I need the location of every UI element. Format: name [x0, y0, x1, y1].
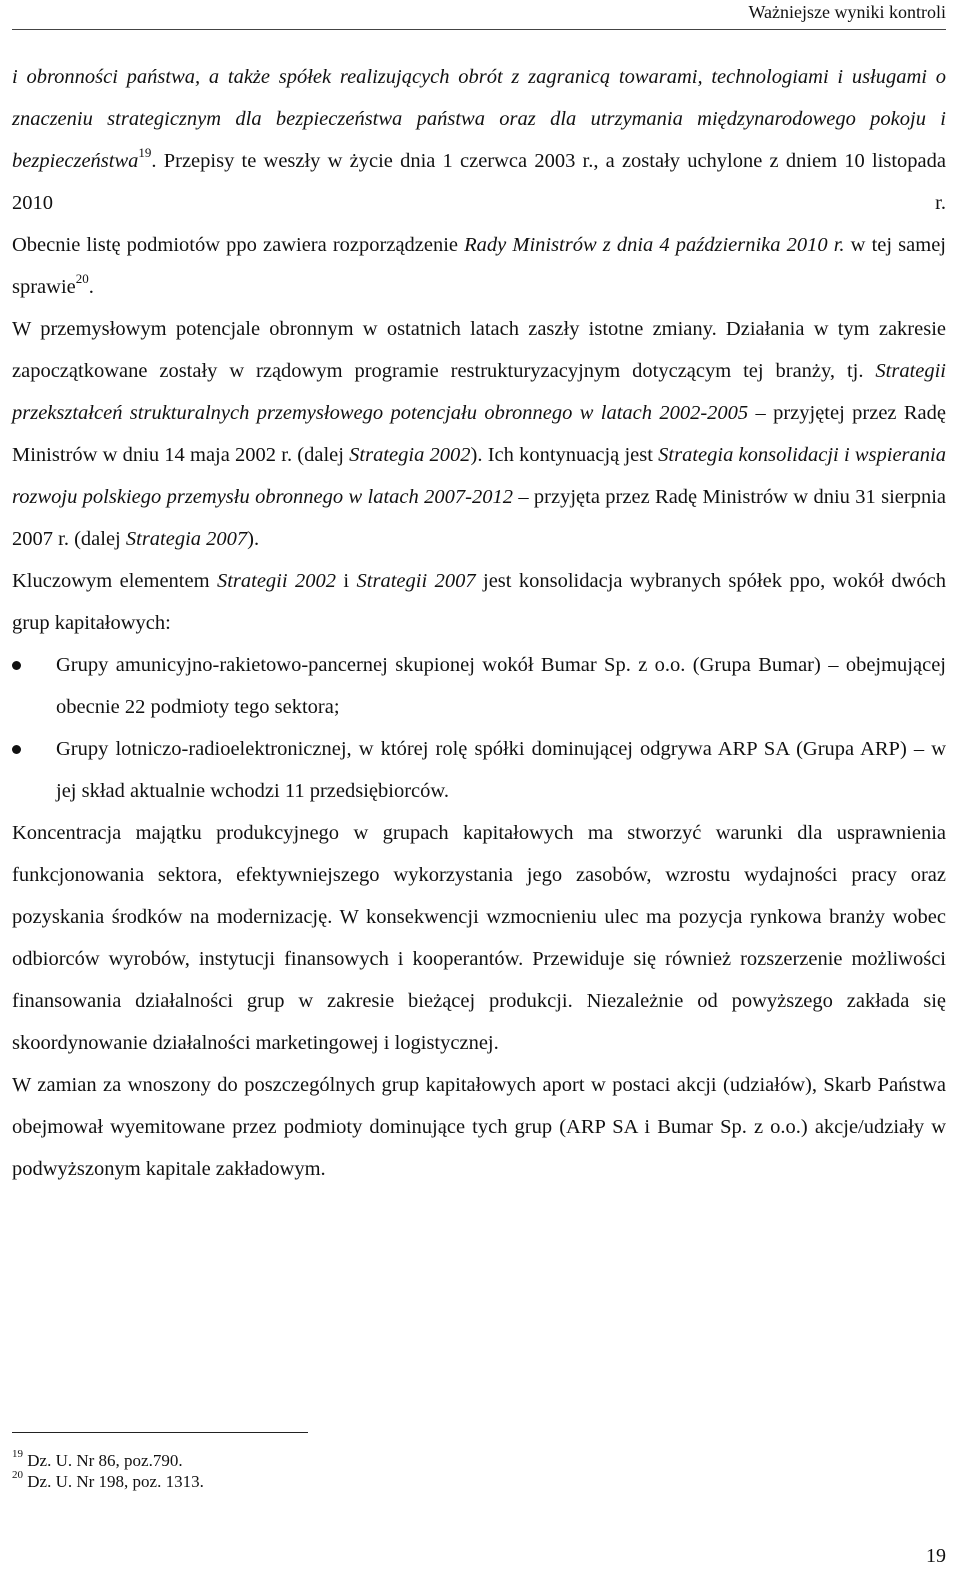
footnotes: [12, 1450, 204, 1492]
footnote-ref-19[interactable]: 19: [138, 145, 152, 161]
paragraph-current-regulation: Obecnie listę podmiotów ppo zawiera rozporządzenie Rady Ministrów z dnia 4 października 2010 r. w tej samej sprawie$^{20}$.: [12, 234, 946, 298]
page-body: [12, 56, 946, 1190]
header-rule: [12, 29, 946, 30]
paragraph-treasury-shares: W zamian za wnoszony do poszczególnych grup kapitałowych aport w postaci akcji (udziałów), Skarb Państwa obejmował wyemitowane przez podmioty dominujące tych grup (ARP SA i Bumar Sp. z o.o.) akcje/udziały w podwyższonym kapitale zakładowym.: [12, 1074, 946, 1180]
footnote-20: $^{20}$ Dz. U. Nr 198, poz. 1313.: [12, 1469, 204, 1491]
paragraph-consolidation: Kluczowym elementem Strategii 2002 i Strategii 2007 jest konsolidacja wybranych spółek ppo, wokół dwóch grup kapitałowych:: [12, 570, 946, 634]
paragraph-strategies: W przemysłowym potencjale obronnym w ostatnich latach zaszły istotne zmiany. Działania w tym zakresie zapoczątkowane zostały w rządowym programie restrukturyzacyjnym dotyczącym tej branży, tj. Strategii przekształceń strukturalnych przemysłowego potencjału obronnego w latach 2002-2005 – przyjętej przez Radę Ministrów w dniu 14 maja 2002 r. (dalej Strategia 2002). Ich kontynuacją jest Strategia konsolidacji i wspierania rozwoju polskiego przemysłu obronnego w latach 2007-2012 – przyjęta przez Radę Ministrów w dniu 31 sierpnia 2007 r. (dalej Strategia 2007).: [12, 318, 947, 550]
paragraph-asset-concentration: Koncentracja majątku produkcyjnego w grupach kapitałowych ma stworzyć warunki dla usprawnienia funkcjonowania sektora, efektywniejszego wykorzystania jego zasobów, wzrostu wydajności pracy oraz pozyskania środków na modernizację. W konsekwencji wzmocnieniu ulec ma pozycja rynkowa branży wobec odbiorców wyrobów, instytucji finansowych i kooperantów. Przewiduje się również rozszerzenie możliwości finansowania działalności grup w zakresie bieżącej produkcji. Niezależnie od powyższego zakłada się skoordynowanie działalności marketingowej i logistycznej.: [12, 822, 946, 1054]
bullet-icon: [12, 745, 21, 754]
paragraph-regulation-scope: i obronności państwa, a także spółek realizujących obrót z zagranicą towarami, technologiami i usługami o znaczeniu strategicznym dla bezpieczeństwa państwa oraz dla utrzymania międzynarodowego pokoju i bezpieczeństwa$^{19}$. Przepisy te weszły w życie dnia 1 czerwca 2003 r., a zostały uchylone z dniem 10 listopada 2010 r.: [12, 66, 946, 214]
bullet-icon: [12, 661, 21, 670]
list-item-arp: Grupy lotniczo-radioelektronicznej, w której rolę spółki dominującej odgrywa ARP SA (Grupa ARP) – w jej skład aktualnie wchodzi 11 przedsiębiorców.: [12, 728, 946, 812]
running-header: Ważniejsze wyniki kontroli: [748, 2, 946, 22]
page-number: 19: [926, 1545, 946, 1567]
footnote-19: $^{19}$ Dz. U. Nr 86, poz.790.: [12, 1448, 183, 1470]
footnote-separator: [12, 1432, 308, 1433]
footnote-ref-20[interactable]: 20: [75, 271, 89, 287]
list-item-bumar: Grupy amunicyjno-rakietowo-pancernej skupionej wokół Bumar Sp. z o.o. (Grupa Bumar) – obejmującej obecnie 22 podmioty tego sektora;: [12, 644, 946, 728]
capital-groups-list: [12, 644, 946, 812]
